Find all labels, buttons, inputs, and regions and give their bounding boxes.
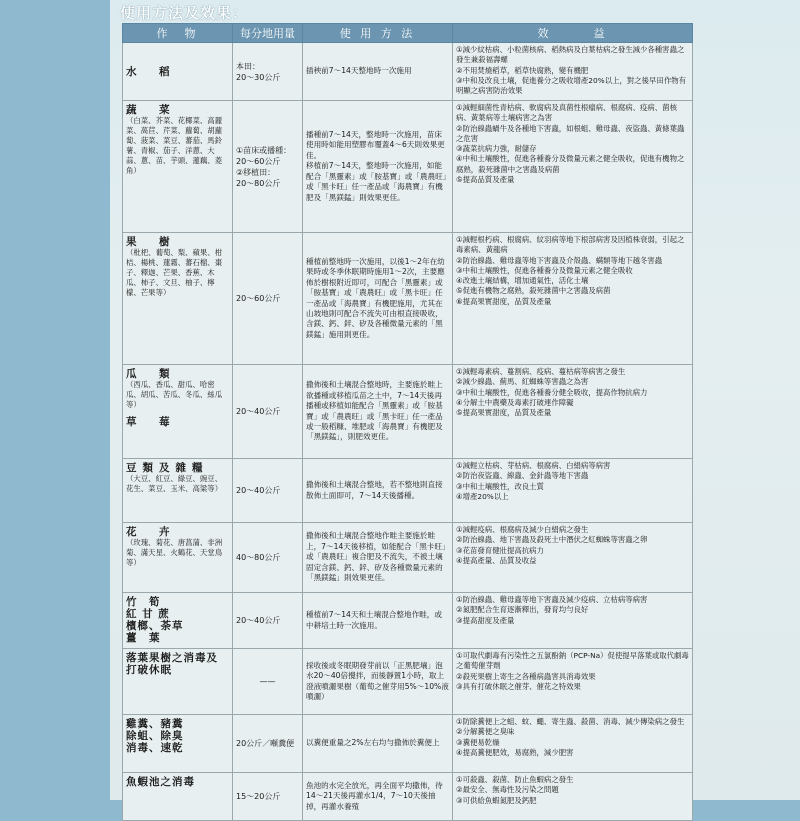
header-dose: 每分地用量 <box>233 24 303 43</box>
crop-name: 果 樹 <box>126 236 176 248</box>
effect-item: ①減輕根朽病、根腐病、紋羽病等地下根部病害及因植株衰弱，引起之毒素病、黃龍病 <box>456 235 685 255</box>
crop-name-secondary: 草 莓 <box>126 416 176 428</box>
effect-cell <box>453 101 693 233</box>
effect-item: ①防治線蟲、雞母蟲等地下害蟲及減少疫病、立枯病等病害 <box>456 595 648 604</box>
usage-table-grid <box>122 23 693 821</box>
effect-item: ①減輕毒素病、蔓割病、疫病、蔓枯病等病害之發生 <box>456 367 626 376</box>
crop-name: 蔬 菜 <box>126 104 176 116</box>
effect-item: ⑥提高果實甜度，品質及產量 <box>456 296 552 306</box>
crop-cell <box>123 523 233 593</box>
usage-table <box>122 23 692 821</box>
table-row <box>123 101 693 233</box>
table-row <box>123 43 693 101</box>
table-body <box>123 43 693 821</box>
crop-name: 水 稻 <box>126 65 176 78</box>
crop-cell <box>123 233 233 365</box>
table-row <box>123 715 693 773</box>
crop-varieties: （枇杷、葡萄、梨、蘋果、柑桔、楊桃、蓮霧、蕃石榴、棗子、釋迦、芒果、香蕉、木瓜、柿子、文旦、柚子、檸檬、芒果等） <box>126 248 223 297</box>
crop-name: 花 卉 <box>126 526 176 538</box>
effect-item: ③可供給魚蝦氮肥及鈣肥 <box>456 795 537 805</box>
table-row <box>123 523 693 593</box>
dose-cell: 本田： 20～30公斤 <box>233 43 303 101</box>
crop-name: 竹 筍 紅 甘 蔗 檳榔、荼草 薑 葉 <box>126 596 184 644</box>
effect-item: ④增產20%以上 <box>456 491 509 501</box>
effect-item: ⑤提高品質及產量 <box>456 175 515 185</box>
method-cell: 插秧前7～14天整地時一次施用 <box>303 43 453 101</box>
effect-cell <box>453 365 693 459</box>
method-cell: 採收後或冬眠期發芽前以「正黑肥壤」泡水20～40倍攪拌，而後靜置1小時，取上澄液噴灑果樹（葡萄之催芽用5%～10%液噴灑） <box>303 649 453 715</box>
effect-item: ④中和土壤酸性，促進各種養分及微量元素之健全吸收，促進有機物之腐熟，殺死雜菌中之害蟲及病菌 <box>456 154 685 174</box>
effect-item: ③蔬菜抗病力強，耐儲存 <box>456 144 537 154</box>
crop-cell <box>123 773 233 821</box>
header-crop: 作 物 <box>123 24 233 43</box>
effect-item: ②最安全、無毒性及污染之問題 <box>456 785 559 795</box>
effect-item: ③糞便易乾燥 <box>456 737 500 747</box>
crop-varieties: （西瓜、香瓜、甜瓜、哈密瓜、胡瓜、苦瓜、冬瓜、絲瓜等） <box>126 380 223 409</box>
effect-cell <box>453 773 693 821</box>
effect-item: ③中和土壤酸性，改良土質 <box>456 481 544 491</box>
crop-varieties: （玫瑰、菊花、唐菖蒲、非洲菊、滿天星、火鶴花、天堂鳥等） <box>126 538 223 567</box>
page-title: 使用方法及效果： <box>120 4 249 22</box>
crop-cell <box>123 365 233 459</box>
effect-cell <box>453 459 693 523</box>
table-row <box>123 773 693 821</box>
effect-item: ④改進土壤結構，增加通氣性，活化土壤 <box>456 276 589 286</box>
crop-cell <box>123 715 233 773</box>
method-cell: 撒佈後和土壤混合整地時，主要施於畦上欲播種或移植瓜苗之土中，7～14天後再播種或移植如能配合「黑靈素」或「胺基寶」或「農農旺」或「黑卡旺」任一產品或一般稻糠、堆肥或「海農寶」有機肥及「黑鎂錳」，則肥效更佳。 <box>303 365 453 459</box>
table-row <box>123 459 693 523</box>
dose-cell: 20～40公斤 <box>233 459 303 523</box>
crop-cell <box>123 101 233 233</box>
crop-cell <box>123 459 233 523</box>
effect-item: ③提高甜度及產量 <box>456 615 515 625</box>
table-row <box>123 649 693 715</box>
effect-item: ②分解糞便之臭味 <box>456 727 515 737</box>
method-cell: 魚池的水完全放光，再全面平均撒佈，待14～21天後再灌水1/4，7～10天後抽掉，再灌水養殖 <box>303 773 453 821</box>
effect-item: ①減少紋枯病、小粒菌核病、稻熱病及白葉枯病之發生減少各種害蟲之發生兼殺福壽螺 <box>456 45 685 65</box>
effect-item: ②防治夜盜蟲、線蟲、金針蟲等地下害蟲 <box>456 471 589 481</box>
crop-cell <box>123 593 233 649</box>
crop-name: 雞糞、豬糞 除蛆、除臭 消毒、速乾 <box>126 718 184 754</box>
crop-varieties: （大豆、紅豆、綠豆、豌豆、花生、菜豆、玉米、高粱等） <box>126 474 223 493</box>
method-cell: 撒佈後和土壤混合整地，若不整地則直接散佈土面即可，7～14天後播種。 <box>303 459 453 523</box>
effect-cell <box>453 233 693 365</box>
crop-name: 瓜 類 <box>126 368 176 380</box>
effect-item: ①減輕細菌性青枯病、軟腐病及真菌性根瘤病、根腐病、疫病、菌核病、黃葉病等土壤病害之為害 <box>456 103 677 123</box>
dose-cell: 20～60公斤 <box>233 233 303 365</box>
table-row <box>123 233 693 365</box>
crop-cell <box>123 649 233 715</box>
effect-item: ①防除糞便上之蛆、蚊、蠅、寄生蟲、殺菌、消毒、減少傳染病之發生 <box>456 717 685 726</box>
effect-item: ②防治線蟲蝸牛及各種地下害蟲，如根蛆、雞母蟲、夜盜蟲、黃條葉蟲之危害 <box>456 123 685 143</box>
effect-item: ⑤促進有機物之腐熟，殺死雜菌中之害蟲及病菌 <box>456 286 611 296</box>
effect-item: ①減輕立枯病、芽枯病、根腐病、白絹病等病害 <box>456 461 611 470</box>
effect-cell <box>453 649 693 715</box>
effect-cell <box>453 43 693 101</box>
crop-name: 豆類及雜糧 <box>126 462 209 474</box>
method-cell: 以糞便重量之2%左右均勻撒佈於糞便上 <box>303 715 453 773</box>
crop-name: 魚蝦池之消毒 <box>126 776 195 788</box>
effect-item: ②殺死果樹上寄生之各種病蟲害具消毒效果 <box>456 671 596 681</box>
effect-cell <box>453 523 693 593</box>
effect-item: ②不用焚燒稻草，稻草快腐熟，變有機肥 <box>456 65 589 75</box>
dose-cell: 15～20公斤 <box>233 773 303 821</box>
method-cell: 撒佈後和土壤混合整地作畦主要施於畦上，7～14天後移植，如能配合「黑卡旺」或「農農旺」複合肥及不流失，不被土壤固定含鎂、鈣、鋅、矽及各種微量元素的「黑鎂錳」則效果更佳。 <box>303 523 453 593</box>
table-header-row <box>123 24 693 43</box>
effect-item: ③中和土壤酸性，促進各種養分及微量元素之健全吸收 <box>456 265 633 275</box>
effect-item: ②防治線蟲、雞母蟲等地下害蟲及介殼蟲、螨類等地下越冬害蟲 <box>456 255 663 265</box>
effect-item: ③中和及改良土壤，促進養分之吸收增產20%以上，對之後早田作物有明顯之病害防治效果 <box>456 75 686 96</box>
effect-item: ⑤提高果實甜度，品質及產量 <box>456 408 552 418</box>
crop-cell <box>123 43 233 101</box>
crop-varieties: （白菜、芥菜、花椰菜、高麗菜、萵苣、芹菜、蘿蔔、胡蘿蔔、菠菜、菜豆、蕃茄、馬鈴薯、青椒、茄子、洋蔥、大蒜、蔥、苗、芋頭、蓮藕、菱角） <box>126 116 223 175</box>
method-cell: 種植前7～14天和土壤混合整地作畦，或中耕培土時一次施用。 <box>303 593 453 649</box>
dose-cell: 20公斤／噸糞便 <box>233 715 303 773</box>
effect-item: ③具有打破休眠之催芽、催花之特效果 <box>456 681 581 691</box>
effect-cell <box>453 715 693 773</box>
effect-item: ②氮肥配合生育逐漸釋出，發育均勻良好 <box>456 605 589 615</box>
effect-item: ③中和土壤酸性，促進各種養分健全吸收，提高作物抗病力 <box>456 387 648 397</box>
effect-item: ②減少線蟲、薊馬、紅蜘蛛等害蟲之為害 <box>456 377 589 387</box>
dose-cell: 20～40公斤 <box>233 593 303 649</box>
table-row <box>123 365 693 459</box>
effect-item: ①減輕疫病、根腐病及減少白絹病之發生 <box>456 525 589 534</box>
effect-item: ①可取代劇毒有污染性之五氯酚鈉（PCP-Na）促使提早落葉或取代劇毒之葡萄催芽劑 <box>456 651 689 671</box>
crop-name: 落葉果樹之消毒及打破休眠 <box>126 652 218 676</box>
effect-item: ④分解土中農藥及毒素打破連作障礙 <box>456 397 574 407</box>
effect-item: ④提高產量、品質及收益 <box>456 555 537 565</box>
effect-item: ③花苗發育健壯提高抗病力 <box>456 545 544 555</box>
method-cell: 播種前7～14天，整地時一次施用，苗床使用時如能用塑膠布覆蓋4～6天則效果更佳。 移植前7～14天，整地時一次施用，如能配合「黑靈素」或「胺基寶」或「農農旺」或「黑卡旺」任一產品或「海農寶」有機肥及「黑鎂錳」則效果更佳。 <box>303 101 453 233</box>
header-method: 使 用 方 法 <box>303 24 453 43</box>
dose-cell: 40～80公斤 <box>233 523 303 593</box>
effect-item: ①可殺蟲、殺菌、防止魚蝦病之發生 <box>456 775 574 784</box>
method-cell: 種植前整地時一次施用，以後1～2年在幼果時或冬季休眠期時施用1～2次，主要應佈於樹根附近即可，可配合「黑靈素」或「胺基寶」或「農農旺」或「黑卡旺」任一產品或「海農寶」有機肥施用，尤其在山坡地則可配合不流失可由根直接吸收，含鎂、鈣、鋅、矽及各種微量元素的「黑鎂錳」施用則更佳。 <box>303 233 453 365</box>
effect-item: ②防治線蟲、地下害蟲及殺死土中潛伏之紅蜘蛛等害蟲之卵 <box>456 535 648 545</box>
dose-cell: —— <box>233 649 303 715</box>
dose-cell: ①苗床或播種： 20～60公斤 ②移植田： 20～80公斤 <box>233 101 303 233</box>
effect-cell <box>453 593 693 649</box>
dose-cell: 20～40公斤 <box>233 365 303 459</box>
header-effect: 效 益 <box>453 24 693 43</box>
effect-item: ④提高糞便肥效，易腐熟，減少肥害 <box>456 747 574 757</box>
table-row <box>123 593 693 649</box>
